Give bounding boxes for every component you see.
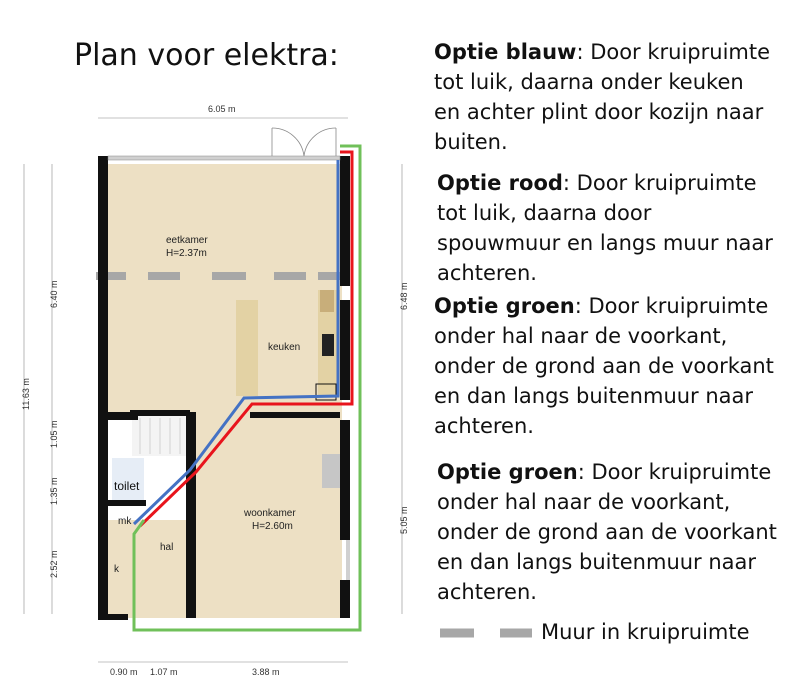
option-green <box>434 291 774 441</box>
label-woonkamer-height: H=2.60m <box>252 521 293 532</box>
option-red-text: : Door kruipruimte tot luik, daarna door spouwmuur en langs muur naar achteren. <box>437 171 773 285</box>
label-hal: hal <box>160 542 174 553</box>
dim-bottom-c: 3.88 m <box>252 667 280 677</box>
dim-left-upper: 6.40 m <box>49 280 59 308</box>
option-green-repeat-text: : Door kruipruimte onder hal naar de voorkant, onder de grond aan de voorkant en dan langs buitenmuur naar achteren. <box>437 460 777 604</box>
kitchen-sink <box>320 290 334 312</box>
dim-left-c: 2.52 m <box>49 550 59 578</box>
window-right <box>346 540 350 580</box>
window-top <box>108 156 340 160</box>
option-blue <box>434 37 774 157</box>
dim-right-lower: 5.05 m <box>399 506 409 534</box>
option-green-text: : Door kruipruimte onder hal naar de voorkant, onder de grond aan de voorkant en dan langs buitenmuur naar achteren. <box>434 294 774 438</box>
option-green-repeat <box>437 457 777 607</box>
floor-hal <box>108 520 196 618</box>
label-eetkamer: eetkamer <box>166 235 208 246</box>
label-k: k <box>114 564 119 575</box>
garden-doors <box>272 128 336 156</box>
option-red-name: Optie rood <box>437 171 563 195</box>
dim-top: 6.05 m <box>208 104 236 114</box>
woonkamer-sofa <box>322 454 340 488</box>
label-toilet: toilet <box>114 479 140 493</box>
kitchen-stove <box>322 334 334 356</box>
label-keuken: keuken <box>268 342 301 353</box>
floor-stairs <box>132 416 192 456</box>
legend-label: Muur in kruipruimte <box>541 620 750 644</box>
dim-bottom-b: 1.07 m <box>150 667 178 677</box>
option-green-repeat-name: Optie groen <box>437 460 578 484</box>
option-blue-name: Optie blauw <box>434 40 577 64</box>
page-title: Plan voor elektra: <box>74 38 339 73</box>
kitchen-island <box>236 300 258 396</box>
dim-left-total: 11.63 m <box>21 378 31 410</box>
option-green-name: Optie groen <box>434 294 575 318</box>
dim-left-a: 1.05 m <box>49 420 59 448</box>
label-woonkamer: woonkamer <box>244 508 296 519</box>
label-mk: mk <box>118 516 132 527</box>
dim-bottom-a: 0.90 m <box>110 667 138 677</box>
dim-left-b: 1.35 m <box>49 477 59 505</box>
option-blue-text: : Door kruipruimte tot luik, daarna onder keuken en achter plint door kozijn naar buiten. <box>434 40 771 154</box>
floor-upper <box>108 164 342 412</box>
label-eetkamer-height: H=2.37m <box>166 248 207 259</box>
dim-right-upper: 6.48 m <box>399 282 409 310</box>
option-red <box>437 168 777 288</box>
